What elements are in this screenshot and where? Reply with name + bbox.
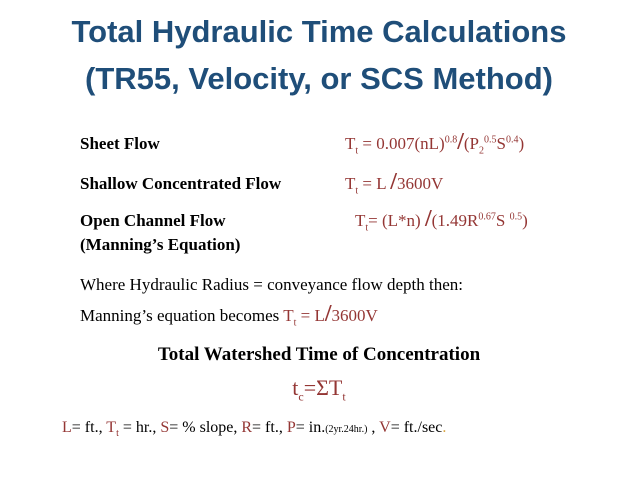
- total-time-heading: Total Watershed Time of Concentration: [157, 344, 481, 365]
- total-time-equation: $t_c=\Sigma T_t$: [292, 375, 346, 404]
- shallow-flow-label: Shallow Concentrated Flow: [80, 174, 282, 193]
- hydraulic-radius-note: Where Hydraulic Radius = conveyance flow depth then:: [80, 275, 463, 294]
- sheet-flow-equation: $T_t = 0.007(nL)^{0.8}/(P_2^{0.5}S^{0.4})$: [345, 129, 525, 157]
- mannings-simplified-equation: $T_t = L/3600V$: [283, 301, 378, 329]
- mannings-label: (Manning’s Equation): [80, 235, 241, 254]
- page-title: Total Hydraulic Time Calculations: [71, 14, 567, 49]
- sheet-flow-label: Sheet Flow: [80, 134, 160, 153]
- shallow-flow-equation: $T_t = L$ /3600V: [345, 169, 444, 197]
- page-subtitle: (TR55, Velocity, or SCS Method): [85, 61, 553, 96]
- open-channel-label: Open Channel Flow: [80, 211, 226, 230]
- open-channel-equation: $T_t= (L*n)$ $/(1.49R^{0.67}S$ $^{0.5}$): [355, 206, 528, 234]
- mannings-note: Manning’s equation becomes $T_t = L/3600V$: [80, 301, 378, 329]
- units-legend: L= ft., $T_t$ = hr., S= % slope, R= ft., P= in.(2yr.24hr.) , V= ft./sec.: [62, 419, 447, 440]
